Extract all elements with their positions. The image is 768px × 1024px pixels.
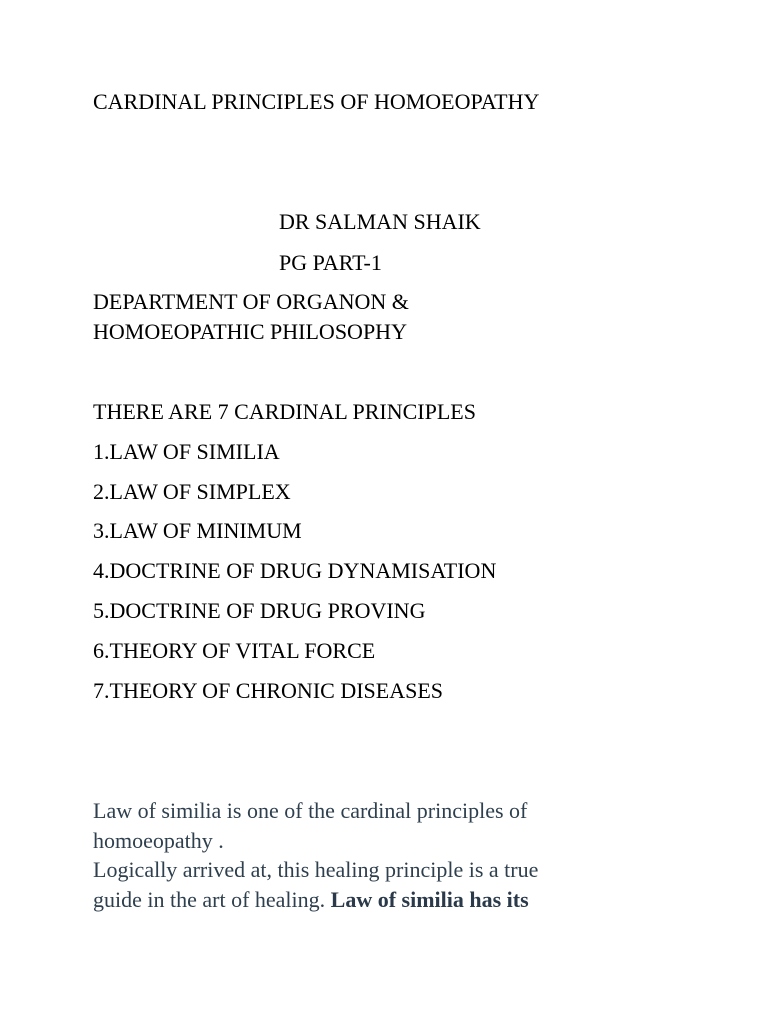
principles-intro: THERE ARE 7 CARDINAL PRINCIPLES <box>93 399 476 424</box>
principle-item-5: 5.DOCTRINE OF DRUG PROVING <box>93 598 426 623</box>
paragraph-line-3: Logically arrived at, this healing principle is a true <box>93 857 539 882</box>
department-line-1: DEPARTMENT OF ORGANON & <box>93 289 409 314</box>
paragraph-line-4-bold: Law of similia has its <box>330 887 529 912</box>
paragraph-line-2: homoeopathy . <box>93 828 224 853</box>
paragraph-line-4-regular: guide in the art of healing. <box>93 887 331 912</box>
paragraph-line-4 <box>93 885 529 915</box>
author-name: DR SALMAN SHAIK <box>279 209 481 234</box>
department-line-2: HOMOEOPATHIC PHILOSOPHY <box>93 319 407 344</box>
principle-item-2: 2.LAW OF SIMPLEX <box>93 479 291 504</box>
paragraph-line-1: Law of similia is one of the cardinal principles of <box>93 798 528 823</box>
principle-item-3: 3.LAW OF MINIMUM <box>93 518 302 543</box>
principle-item-4: 4.DOCTRINE OF DRUG DYNAMISATION <box>93 558 497 583</box>
principle-item-6: 6.THEORY OF VITAL FORCE <box>93 638 376 663</box>
document-title: CARDINAL PRINCIPLES OF HOMOEOPATHY <box>93 89 540 114</box>
course-level: PG PART-1 <box>279 250 382 275</box>
principle-item-1: 1.LAW OF SIMILIA <box>93 439 280 464</box>
principle-item-7: 7.THEORY OF CHRONIC DISEASES <box>93 678 444 703</box>
